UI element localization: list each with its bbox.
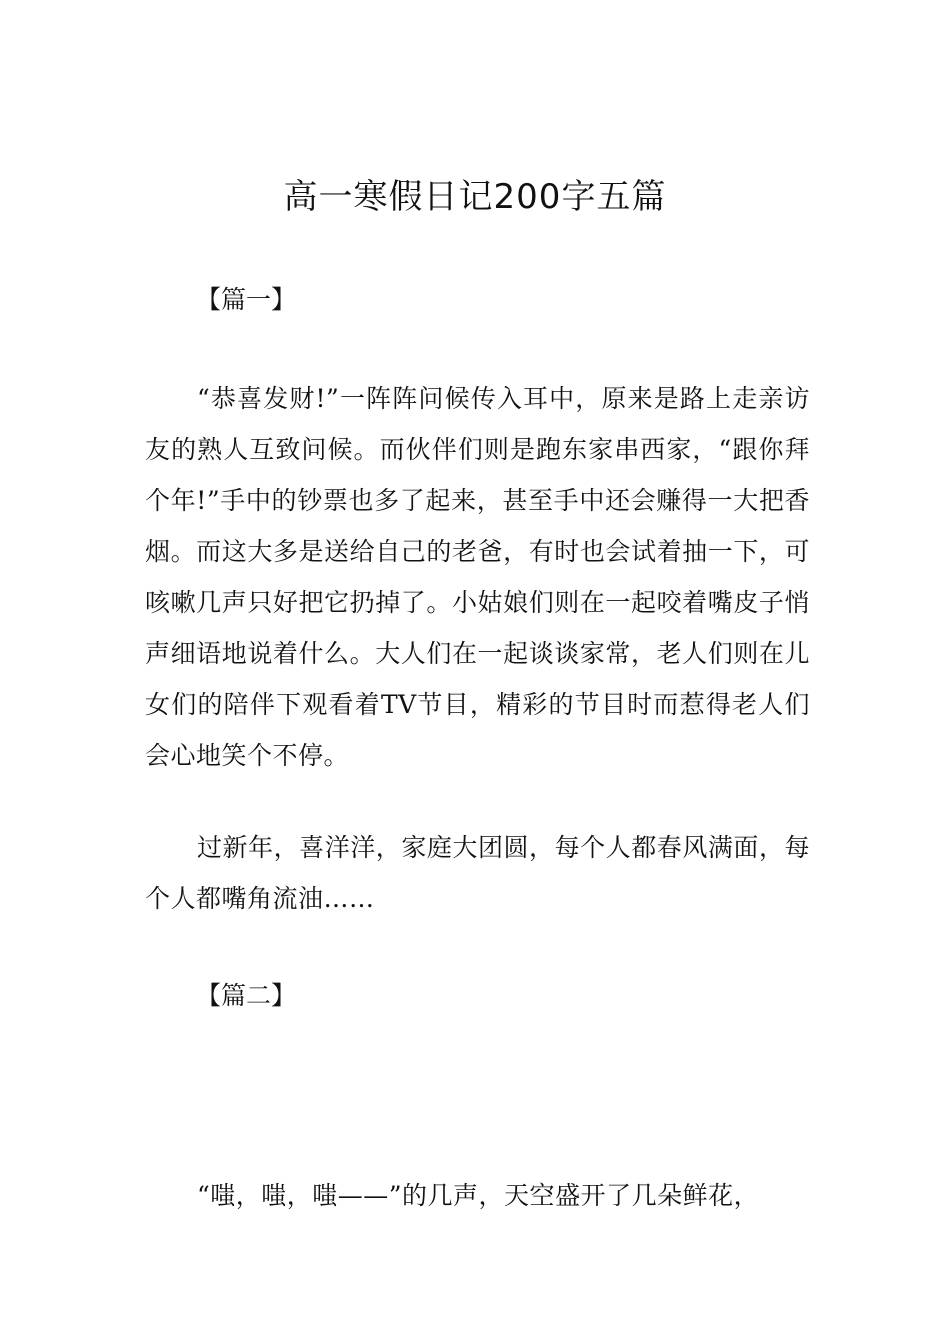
- section-1-paragraph-2: 过新年，喜洋洋，家庭大团圆，每个人都春风满面，每个人都嘴角流油……: [145, 833, 810, 913]
- section-2-paragraph-1: “嗤，嗤，嗤——”的几声，天空盛开了几朵鲜花，: [197, 1181, 760, 1210]
- document-title: 高一寒假日记200字五篇: [283, 177, 667, 217]
- section-1-paragraph-1: “恭喜发财!”一阵阵问候传入耳中，原来是路上走亲访友的熟人互致问候。而伙伴们则是跑东家串西家，“跟你拜个年!”手中的钞票也多了起来，甚至手中还会赚得一大把香烟。而这大多是送给自己的老爸，有时也会试着抽一下，可咳嗽几声只好把它扔掉了。小姑娘们则在一起咬着嘴皮子悄声细语地说着什么。大人们在一起谈谈家常，老人们则在儿女们的陪伴下观看着TV节目，精彩的节目时而惹得老人们会心地笑个不停。: [145, 384, 810, 770]
- section-heading-2: 【篇二】: [196, 981, 297, 1010]
- section-heading-1: 【篇一】: [196, 285, 297, 314]
